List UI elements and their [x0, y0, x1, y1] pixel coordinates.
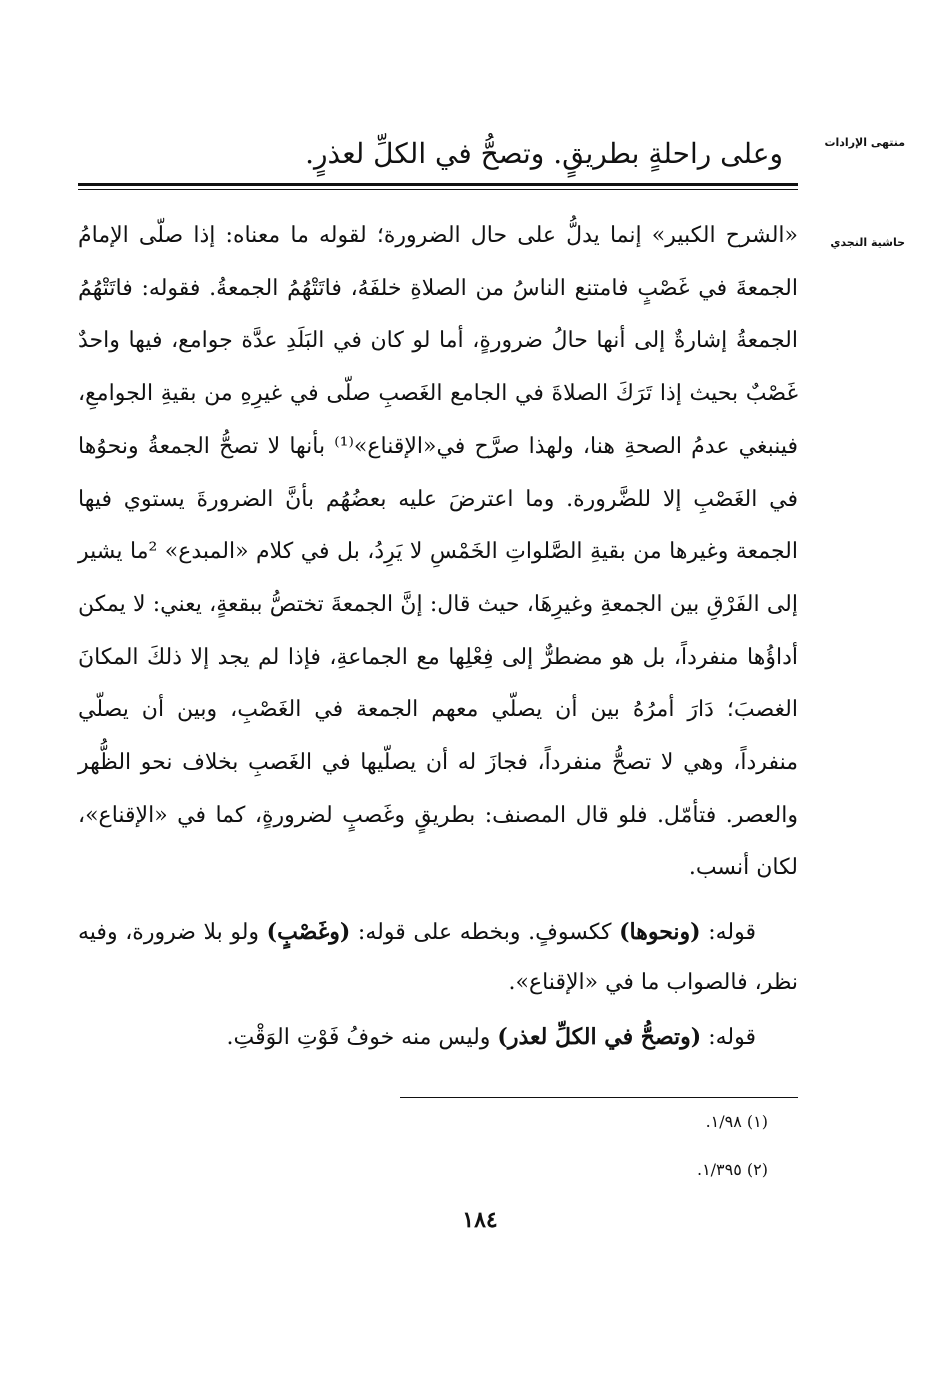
- footnote-rule: [400, 1097, 798, 1098]
- main-text-line: وعلى راحلةٍ بطريقٍ. وتصحُّ في الكلِّ لعذرٍ.: [305, 137, 783, 170]
- footnote-2: (٢) ١/٣٩٥.: [696, 1160, 768, 1179]
- paragraph-3-intro: قوله:: [701, 1025, 756, 1051]
- commentary-paragraph-1: «الشرح الكبير» إنما يدلُّ على حال الضرورة؛ لقوله ما معناه: إذا صلّى الإمامُ الجمعةَ في غَصْبٍ فامتنع الناسُ من الصلاةِ خلفَهُ، فاتَتْهُمُ الجمعةُ. فقوله: فاتَتْهُمُ الجمعةُ إشارةٌ إلى أنها حالُ ضرورةٍ، أما لو كان في البَلَدِ عدَّة جوامع، فيها واحدٌ غَصْبٌ بحيث إذا تَرَكَ الصلاةَ في الجامع الغَصبِ صلّى في غيرِهِ من بقيةِ الجوامعِ، فينبغي عدمُ الصحةِ هنا، ولهذا صرَّح في«الإقناع»⁽¹⁾ بأنها لا تصحُّ الجمعةُ ونحوُها في الغَصْبِ إلا للضَّرورة. وما اعترضَ عليه بعضُهُم بأنَّ الضرورةَ يستوي فيها الجمعة وغيرها من بقيةِ الصَّلواتِ الخَمْسِ لا يَرِدُ، بل في كلام «المبدع» ²ما يشير إلى الفَرْقِ بين الجمعةِ وغيرِهَا، حيث قال: إنَّ الجمعةَ تختصُّ ببقعةٍ، يعني: لا يمكن أداؤُها منفرداً، بل هو مضطرٌّ إلى فِعْلِها مع الجماعةِ، فإذا لم يجد إلا ذلكَ المكانَ الغصبَ؛ دَارَ أمرُهُ بين أن يصلّي معهم الجمعة في الغَصْبِ، وبين أن يصلّي منفرداً، وهي لا تصحُّ منفرداً، فجازَ له أن يصلّيها في الغَصبِ بخلاف نحو الظُّهر والعصر. فتأمّل. فلو قال المصنف: بطريقٍ وغَصبٍ لضرورةٍ، كما في «الإقناع»، لكان أنسب.: [78, 223, 798, 881]
- paragraph-3-text: وليس منه خوفُ فَوْتِ الوَقْتِ.: [226, 1025, 498, 1051]
- paragraph-2-text-1: ككسوفٍ. وبخطه على قوله:: [350, 920, 620, 946]
- paragraph-2-term-1: (ونحوها): [619, 919, 701, 946]
- paragraph-3-term: (وتصحُّ في الكلِّ لعذر): [497, 1024, 702, 1051]
- commentary-paragraph-2: [78, 907, 798, 1008]
- page-number: ١٨٤: [462, 1207, 498, 1233]
- commentary-body: [78, 210, 798, 1063]
- margin-label-commentary-title: حاشية النجدي: [830, 236, 905, 249]
- paragraph-2-term-2: (وغَصْبٍ): [266, 919, 351, 946]
- footnote-1: (١) ١/٩٨.: [705, 1112, 768, 1131]
- commentary-paragraph-3: [78, 1012, 798, 1063]
- header-rule-thick: [78, 183, 798, 186]
- header-rule-thin: [78, 189, 798, 190]
- paragraph-2-intro: قوله:: [700, 920, 756, 946]
- margin-label-book-title: منتهى الإرادات: [824, 136, 905, 149]
- paragraph-2-text-2: ولو بلا ضرورة، وفيه نظر، فالصواب ما في «الإقناع».: [78, 920, 798, 996]
